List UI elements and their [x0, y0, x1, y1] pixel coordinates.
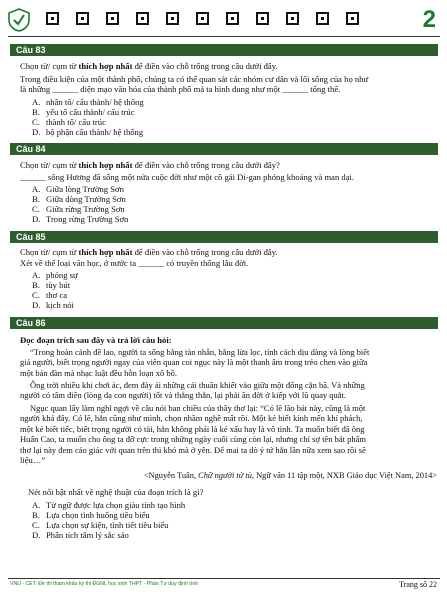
excerpt-p2-line: người có tâm điền (lòng dạ con người) tốt và thẳng thắn, lại phải ăn đời ở kiếp với lũ quay quắt. [20, 390, 347, 401]
header-checkbox [226, 12, 239, 25]
question-84-instruction: Chọn từ/ cụm từ thích hợp nhất để điền vào chỗ trống trong câu dưới đây? [20, 160, 280, 170]
question-84-option-b[interactable]: B. Giữa dòng Trường Sơn [32, 194, 126, 204]
question-83-option-d[interactable]: D. bộ phận cấu thành/ hệ thống [32, 127, 144, 137]
header-checkbox [76, 12, 89, 25]
question-83-option-a[interactable]: A. nhân tố/ cấu thành/ hệ thống [32, 97, 144, 107]
question-83-option-c[interactable]: C. thành tố/ cấu trúc [32, 117, 106, 127]
header-checkbox [166, 12, 179, 25]
page-header [8, 6, 440, 36]
footer-exam-title: VNU - CET: Đề thi tham khảo kỳ thi ĐGNL học sinh THPT - Phần Tư duy định tính [10, 581, 199, 587]
question-85-option-c[interactable]: C. thơ ca [32, 290, 68, 300]
question-85-option-d[interactable]: D. kịch nói [32, 300, 74, 310]
question-84-stem: ______ sông Hương đã sống một nửa cuộc đời như một cô gái Di-gan phóng khoáng và man dại. [20, 172, 355, 182]
header-divider [8, 36, 440, 37]
question-86-label: Câu 86 [16, 318, 46, 328]
excerpt-p2-line: Ông trời nhiều khi chơi ác, đem đày ải những cái thuần khiết vào giữa một đống cặn bã. Và những [30, 380, 365, 390]
question-85-stem: Xét về thể loại văn học, ở nước ta ______ có truyền thống lâu đời. [20, 258, 249, 268]
vnu-logo-icon [8, 8, 30, 32]
footer-divider [8, 578, 440, 579]
question-84-option-c[interactable]: C. Giữa rừng Trường Sơn [32, 204, 125, 214]
header-checkbox [196, 12, 209, 25]
question-85-option-a[interactable]: A. phóng sự [32, 270, 78, 280]
excerpt-citation: <Nguyễn Tuân, Chữ người tử tù, Ngữ văn 11 tập một, NXB Giáo dục Việt Nam, 2014> [143, 471, 437, 480]
question-84-bar [10, 143, 438, 155]
question-86-option-d[interactable]: D. Phân tích tâm lý sắc sảo [32, 530, 129, 540]
header-checkbox [286, 12, 299, 25]
question-85-option-b[interactable]: B. tùy bút [32, 280, 71, 290]
header-checkbox [106, 12, 119, 25]
excerpt-p1-line: giá người, biết trọng người ngay của viên quan coi ngục này là một thanh âm trong trẻo chen vào giữa [20, 357, 368, 368]
excerpt-p3-line: thơ lại này đem cáo giác với quan trên thì khó mà ở yên. Để mai ta dò ý tứ hắn lần nữa xem sao rồi sẽ [20, 444, 366, 455]
question-84-option-d[interactable]: D. Trong rừng Trường Sơn [32, 214, 129, 224]
excerpt-paragraph-1 [20, 347, 438, 378]
footer-page-number: Trang số 22 [399, 580, 437, 589]
question-86-option-b[interactable]: B. Lựa chọn tình huống tiêu biểu [32, 510, 150, 520]
excerpt-p1-line: một bản đàn mà nhạc luật đều hỗn loạn xô bồ. [20, 367, 177, 378]
question-86-bar [10, 317, 438, 329]
excerpt-p1-line: “Trong hoàn cảnh đề lao, người ta sống bằng tàn nhẫn, bằng lừa lọc, tính cách dịu dàng và lòng biết [30, 347, 370, 357]
question-83-instruction: Chọn từ/ cụm từ thích hợp nhất để điền vào chỗ trống trong câu dưới đây. [20, 61, 278, 71]
question-84-option-a[interactable]: A. Giữa lòng Trường Sơn [32, 184, 124, 194]
header-checkbox [136, 12, 149, 25]
excerpt-paragraph-3 [20, 403, 438, 465]
header-checkbox [316, 12, 329, 25]
excerpt-p3-line: một kẻ biết tiếc, biết trọng người có tài, hẳn không phải là kẻ xấu hay là vô tình. Ta muốn biết đã ông [20, 423, 365, 434]
question-86-option-c[interactable]: C. Lựa chọn sự kiện, tình tiết tiêu biểu [32, 520, 169, 530]
question-85-instruction: Chọn từ/ cụm từ thích hợp nhất để điền vào chỗ trống trong câu dưới đây. [20, 247, 278, 257]
question-83-bar [10, 44, 438, 56]
header-checkbox [46, 12, 59, 25]
question-83-option-b[interactable]: B. yếu tố cấu thành/ cấu trúc [32, 107, 135, 117]
excerpt-paragraph-2 [20, 380, 438, 401]
header-checkbox [346, 12, 359, 25]
question-86-heading: Đọc đoạn trích sau đây và trả lời câu hỏi: [20, 335, 172, 345]
question-83-label: Câu 83 [16, 45, 46, 55]
question-85-bar [10, 231, 438, 243]
excerpt-p3-line: người khá đây. Có lẽ, hắn cũng như mình, chọn nhầm nghề mất rồi. Một kẻ biết kính mến khí phách, [20, 413, 363, 424]
question-86-stem: Nét nổi bật nhất về nghệ thuật của đoạn trích là gì? [28, 487, 204, 497]
header-checkbox [256, 12, 269, 25]
question-83-stem-line-1: Trong điều kiện của một thành phố, chúng ta có thể quan sát các nhóm cư dân và lối sống của họ như [20, 74, 369, 84]
excerpt-p3-line: liệu…” [20, 455, 46, 466]
section-number: 2 [422, 6, 436, 33]
question-86-option-a[interactable]: A. Từ ngữ được lựa chọn giàu tính tạo hình [32, 500, 186, 510]
excerpt-p3-line: Ngục quan lấy làm nghĩ ngợi về câu nói ban chiều của thầy thơ lại: “Có lẽ lão bát này, cũng là một [30, 403, 366, 413]
question-83-stem-line-2: là những ______ diện mạo văn hóa của thành phố mà ta hình dung như một ______ tổng thể. [20, 84, 341, 94]
question-84-label: Câu 84 [16, 144, 46, 154]
question-85-label: Câu 85 [16, 232, 46, 242]
excerpt-p3-line: Huấn Cao, ta muốn cho ông ta đỡ cực trong những ngày cuối cùng còn lại, nhưng chỉ sợ tên bát phẩm [20, 434, 366, 445]
